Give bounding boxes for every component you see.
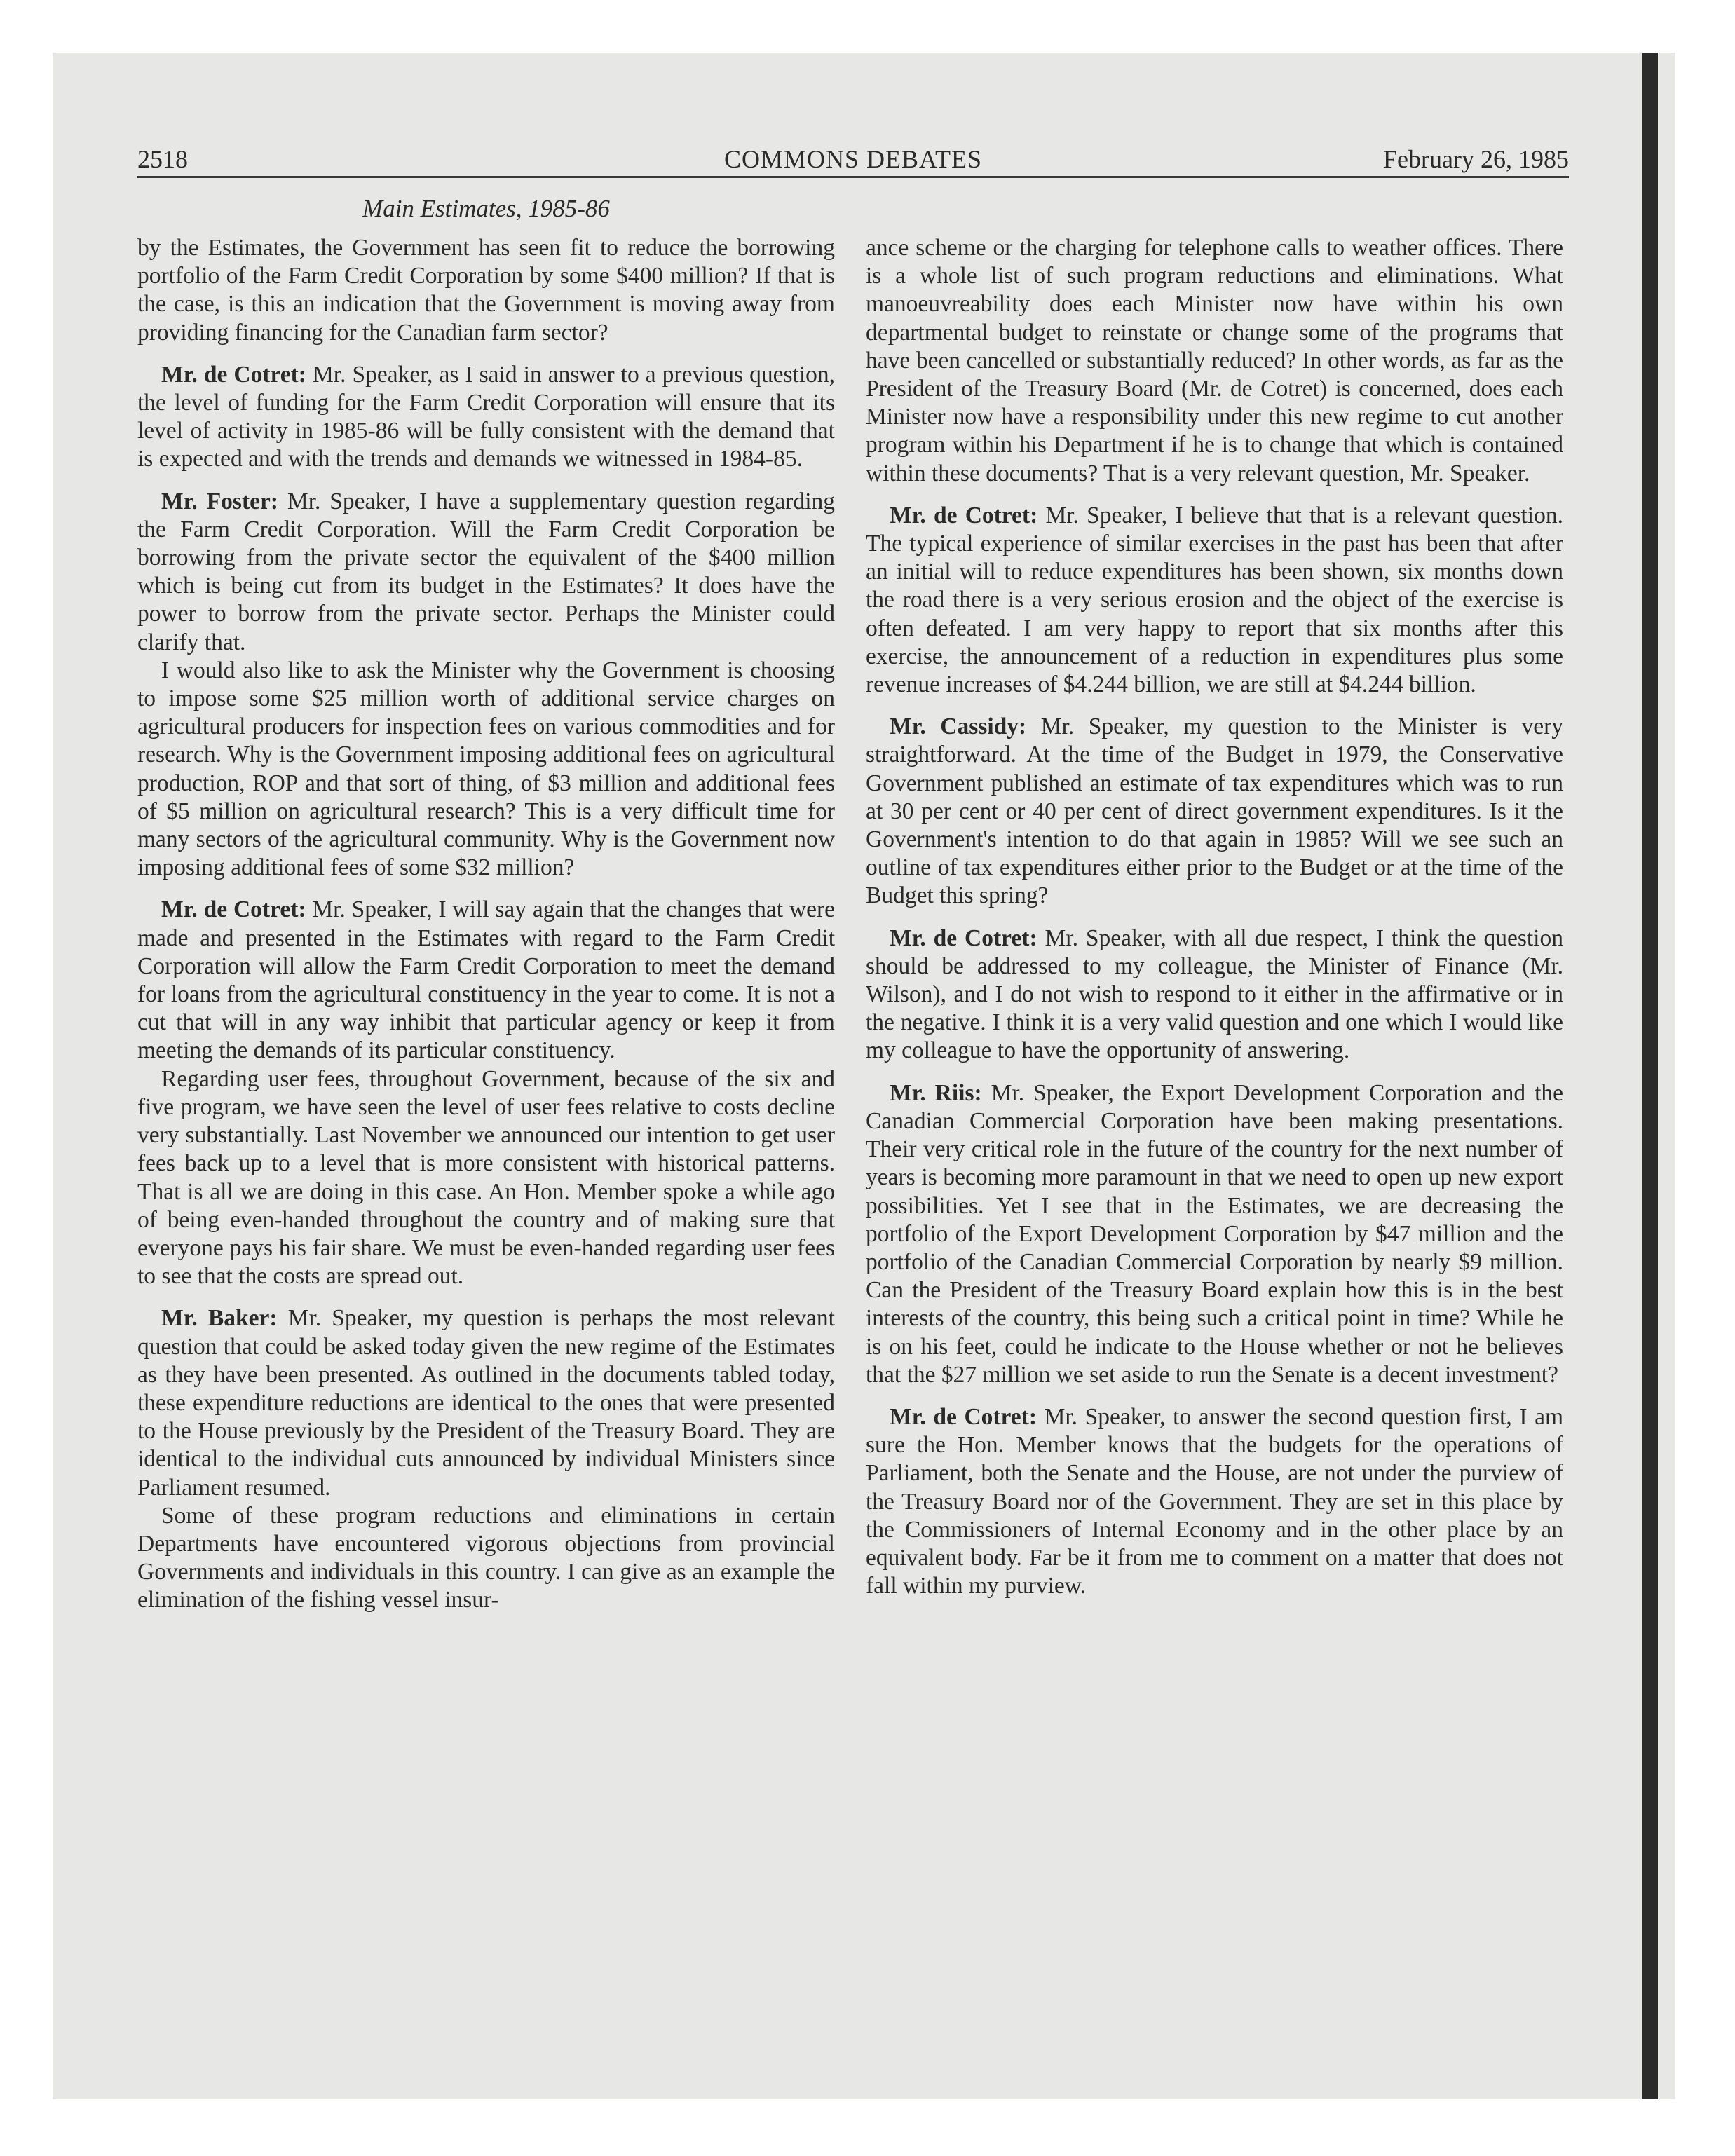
page-number: 2518 (137, 145, 188, 173)
paragraph-text: Mr. Speaker, I believe that that is a relevant question. The typical experience of similar exercises in the past has been that after an initial will to reduce expenditures has been shown, six months down the road there is a very serious erosion and the object of the exercise is often defeated. I am very happy to report that six months after this exercise, the announcement of a reduction in expenditures plus some revenue increases of $4.244 billion, we are still at $4.244 billion. (866, 502, 1563, 698)
paragraph (137, 657, 835, 882)
speaker-name: Mr. de Cotret: (890, 502, 1038, 528)
issue-date: February 26, 1985 (1383, 145, 1569, 173)
speaker-name: Mr. de Cotret: (890, 1403, 1037, 1430)
binding-edge (1642, 53, 1658, 2099)
publication-title: COMMONS DEBATES (723, 145, 983, 173)
paragraph-text: by the Estimates, the Government has seen fit to reduce the borrowing portfolio of the Farm Credit Corporation by some $400 million? If that is the case, is this an indication that the Government is moving away from providing financing for the Canadian farm sector? (137, 235, 835, 346)
paragraph-text: Mr. Speaker, I will say again that the changes that were made and presented in the Estimates with regard to the Farm Credit Corporation will allow the Farm Credit Corporation to meet the demand for loans from the agricultural constituency in the year to come. It is not a cut that will in any way inhibit that particular agency or keep it from meeting the demands of its particular constituency. (137, 896, 835, 1064)
speaker-name: Mr. de Cotret: (890, 925, 1037, 951)
paragraph-text: Mr. Speaker, as I said in answer to a previous question, the level of funding for the Farm Credit Corporation will ensure that its level of activity in 1985-86 will be fully consistent with the demand that is expected and with the trends and demands we witnessed in 1984-85. (137, 361, 835, 472)
paragraph (866, 713, 1563, 910)
speaker-name: Mr. Baker: (161, 1305, 278, 1332)
paragraph (866, 234, 1563, 488)
paragraph (866, 925, 1563, 1065)
paragraph (137, 1502, 835, 1615)
paragraph-text: Regarding user fees, throughout Government, because of the six and five program, we have seen the level of user fees relative to costs decline very substantially. Last November we announced our intention to get user fees back up to a level that is more consistent with historical patterns. That is all we are doing in this case. An Hon. Member spoke a while ago of being even-handed throughout the country and of making sure that everyone pays his fair share. We must be even-handed regarding user fees to see that the costs are spread out. (137, 1065, 835, 1290)
paragraph-text: Some of these program reductions and eliminations in certain Departments have encountered vigorous objections from provincial Governments and individuals in this country. I can give as an example the elimination of the fishing vessel insur- (137, 1502, 835, 1613)
speaker-name: Mr. Foster: (161, 488, 278, 514)
speaker-name: Mr. de Cotret: (161, 361, 306, 388)
paragraph-text: Mr. Speaker, with all due respect, I think the question should be addressed to my colleague, the Minister of Finance (Mr. Wilson), and I do not wish to respond to it either in the affirmative or in the negative. I think it is a very valid question and one which I would like my colleague to have the opportunity of answering. (866, 925, 1563, 1064)
paragraph-text: Mr. Speaker, to answer the second question first, I am sure the Hon. Member knows that the budgets for the operations of Parliament, both the Senate and the House, are not under the purview of the Treasury Board nor of the Government. They are set in this place by the Commissioners of Internal Economy and in the other place by an equivalent body. Far be it from me to comment on a matter that does not fall within my purview. (866, 1403, 1563, 1599)
paragraph-text: Mr. Speaker, the Export Development Corporation and the Canadian Commercial Corporation have been making presentations. Their very critical role in the future of the country for the next number of years is becoming more paramount in that we need to open up new export possibilities. Yet I see that in the Estimates, we are decreasing the portfolio of the Export Development Corporation by $47 million and the portfolio of the Canadian Commercial Corporation by nearly $9 million. Can the President of the Treasury Board explain how this is in the best interests of the country, this being such a critical point in time? While he is on his feet, could he indicate to the House whether or not he believes that the $27 million we set aside to run the Senate is a decent investment? (866, 1079, 1564, 1388)
paragraph (137, 1304, 835, 1501)
paragraph-text: ance scheme or the charging for telephone calls to weather offices. There is a whole list of such program reductions and eliminations. What manoeuvreability does each Minister now have within his own departmental budget to reinstate or change some of the programs that have been cancelled or substantially reduced? In other words, as far as the President of the Treasury Board (Mr. de Cotret) is concerned, does each Minister now have a responsibility under this new regime to cut another program within his Department if he is to change that which is contained within these documents? That is a very relevant question, Mr. Speaker. (866, 235, 1563, 486)
running-header (137, 144, 1569, 178)
paragraph (137, 896, 835, 1065)
paragraph-text: Mr. Speaker, my question to the Minister is very straightforward. At the time of the Budget in 1979, the Conservative Government published an estimate of tax expenditures which was to run at 30 per cent or 40 per cent of direct government expenditures. Is it the Government's intention to do that again in 1985? Will we see such an outline of tax expenditures either prior to the Budget or at the time of the Budget this spring? (866, 714, 1563, 909)
right-column (866, 234, 1563, 1600)
section-heading: Main Estimates, 1985-86 (362, 195, 610, 222)
paragraph-text: I would also like to ask the Minister why the Government is choosing to impose some $25 million worth of additional service charges on agricultural producers for inspection fees on various commodities and for research. Why is the Government imposing additional fees on agricultural production, ROP and that sort of thing, of $3 million and additional fees of $5 million on agricultural research? This is a very difficult time for many sectors of the agricultural community. Why is the Government now imposing additional fees of some $32 million? (137, 657, 835, 881)
left-column (137, 234, 835, 1615)
speaker-name: Mr. de Cotret: (161, 896, 306, 923)
paragraph (866, 1079, 1563, 1389)
paragraph (137, 488, 835, 657)
paragraph (866, 1403, 1563, 1600)
paragraph (137, 234, 835, 347)
speaker-name: Mr. Cassidy: (890, 714, 1027, 740)
paragraph (137, 361, 835, 474)
speaker-name: Mr. Riis: (890, 1079, 982, 1106)
paragraph-text: Mr. Speaker, my question is perhaps the most relevant question that could be asked today given the new regime of the Estimates as they have been presented. As outlined in the documents tabled today, these expenditure reductions are identical to the ones that were presented to the House previously by the President of the Treasury Board. They are identical to the individual cuts announced by individual Ministers since Parliament resumed. (137, 1305, 835, 1501)
paragraph-text: Mr. Speaker, I have a supplementary question regarding the Farm Credit Corporation. Will the Farm Credit Corporation be borrowing from the private sector the equivalent of the $400 million which is being cut from its budget in the Estimates? It does have the power to borrow from the private sector. Perhaps the Minister could clarify that. (137, 488, 835, 655)
paragraph (866, 502, 1563, 699)
paragraph (137, 1065, 835, 1291)
